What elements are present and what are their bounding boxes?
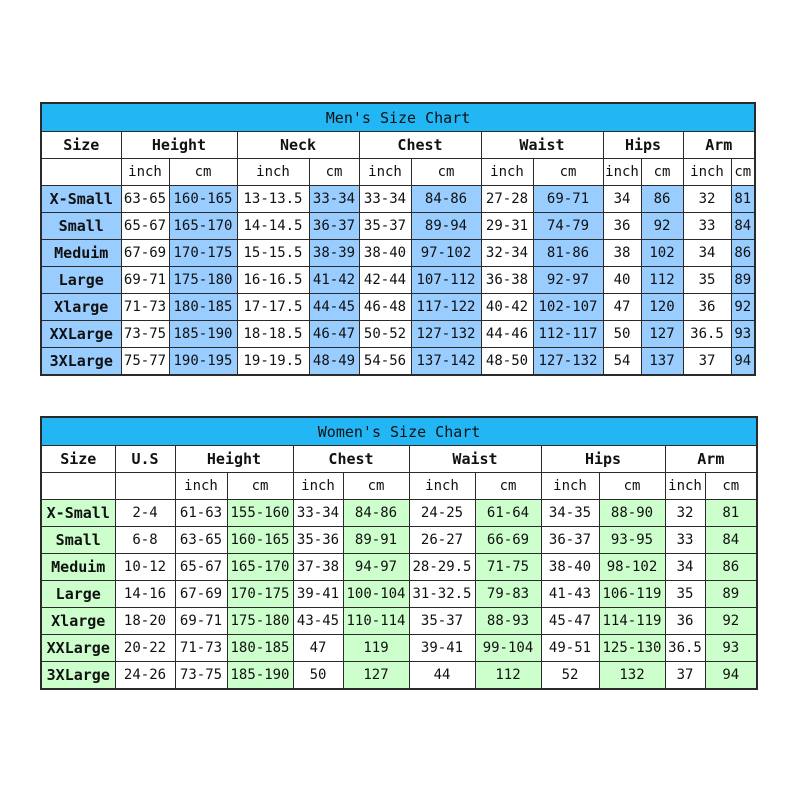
- cm-value: 99-104: [475, 635, 541, 662]
- header-size: Size: [41, 446, 115, 473]
- inch-value: 49-51: [541, 635, 599, 662]
- cm-value: 137: [641, 348, 683, 376]
- cm-value: 98-102: [599, 554, 665, 581]
- size-label: Large: [41, 581, 115, 608]
- cm-value: 48-49: [309, 348, 359, 376]
- inch-value: 19-19.5: [237, 348, 309, 376]
- header-arm: Arm: [683, 132, 755, 159]
- inch-value: 31-32.5: [409, 581, 475, 608]
- inch-value: 69-71: [121, 267, 169, 294]
- inch-value: 38: [603, 240, 641, 267]
- inch-value: 65-67: [121, 213, 169, 240]
- unit-inch: inch: [665, 473, 705, 500]
- header-arm: Arm: [665, 446, 757, 473]
- inch-value: 35-37: [359, 213, 411, 240]
- inch-value: 34: [603, 186, 641, 213]
- cm-value: 89-91: [343, 527, 409, 554]
- inch-value: 65-67: [175, 554, 227, 581]
- inch-value: 32: [665, 500, 705, 527]
- inch-value: 50: [293, 662, 343, 690]
- cm-value: 84: [731, 213, 755, 240]
- inch-value: 37: [683, 348, 731, 376]
- inch-value: 35: [665, 581, 705, 608]
- cm-value: 112: [475, 662, 541, 690]
- header-size: Size: [41, 132, 121, 159]
- chart-title: Women's Size Chart: [41, 417, 757, 446]
- unit-cm: cm: [169, 159, 237, 186]
- unit-cm: cm: [411, 159, 481, 186]
- size-label: Meduim: [41, 554, 115, 581]
- size-label: 3XLarge: [41, 662, 115, 690]
- cm-value: 120: [641, 294, 683, 321]
- cm-value: 175-180: [227, 608, 293, 635]
- inch-value: 33: [683, 213, 731, 240]
- cm-value: 112-117: [533, 321, 603, 348]
- inch-value: 33-34: [293, 500, 343, 527]
- inch-value: 63-65: [121, 186, 169, 213]
- cm-value: 180-185: [169, 294, 237, 321]
- us-size-value: 20-22: [115, 635, 175, 662]
- chart-title: Men's Size Chart: [41, 103, 755, 132]
- cm-value: 155-160: [227, 500, 293, 527]
- inch-value: 26-27: [409, 527, 475, 554]
- unit-inch: inch: [481, 159, 533, 186]
- table-row: [41, 527, 757, 554]
- unit-blank: [41, 473, 115, 500]
- inch-value: 44-46: [481, 321, 533, 348]
- womens-size-rows: [41, 500, 757, 690]
- header-neck: Neck: [237, 132, 359, 159]
- inch-value: 71-73: [175, 635, 227, 662]
- cm-value: 160-165: [169, 186, 237, 213]
- unit-cm: cm: [475, 473, 541, 500]
- unit-inch: inch: [683, 159, 731, 186]
- unit-inch: inch: [603, 159, 641, 186]
- cm-value: 71-75: [475, 554, 541, 581]
- inch-value: 47: [293, 635, 343, 662]
- inch-value: 37-38: [293, 554, 343, 581]
- inch-value: 17-17.5: [237, 294, 309, 321]
- cm-value: 69-71: [533, 186, 603, 213]
- size-label: Small: [41, 527, 115, 554]
- us-size-value: 6-8: [115, 527, 175, 554]
- cm-value: 180-185: [227, 635, 293, 662]
- cm-value: 93: [731, 321, 755, 348]
- cm-value: 190-195: [169, 348, 237, 376]
- size-label: Xlarge: [41, 294, 121, 321]
- unit-inch: inch: [121, 159, 169, 186]
- cm-value: 79-83: [475, 581, 541, 608]
- inch-value: 32: [683, 186, 731, 213]
- cm-value: 137-142: [411, 348, 481, 376]
- table-row: [41, 186, 755, 213]
- cm-value: 38-39: [309, 240, 359, 267]
- unit-inch: inch: [359, 159, 411, 186]
- inch-value: 33-34: [359, 186, 411, 213]
- cm-value: 44-45: [309, 294, 359, 321]
- inch-value: 40-42: [481, 294, 533, 321]
- cm-value: 94-97: [343, 554, 409, 581]
- inch-value: 47: [603, 294, 641, 321]
- header-height: Height: [121, 132, 237, 159]
- cm-value: 84: [705, 527, 757, 554]
- header-hips: Hips: [603, 132, 683, 159]
- mens-size-chart: [40, 102, 756, 376]
- inch-value: 43-45: [293, 608, 343, 635]
- unit-inch: inch: [237, 159, 309, 186]
- us-size-value: 10-12: [115, 554, 175, 581]
- cm-value: 89: [705, 581, 757, 608]
- table-row: [41, 635, 757, 662]
- cm-value: 84-86: [411, 186, 481, 213]
- header-us: U.S: [115, 446, 175, 473]
- header-chest: Chest: [359, 132, 481, 159]
- unit-cm: cm: [705, 473, 757, 500]
- cm-value: 81-86: [533, 240, 603, 267]
- cm-value: 86: [705, 554, 757, 581]
- cm-value: 114-119: [599, 608, 665, 635]
- unit-blank: [115, 473, 175, 500]
- header-waist: Waist: [409, 446, 541, 473]
- us-size-value: 18-20: [115, 608, 175, 635]
- table-row: [41, 348, 755, 376]
- inch-value: 69-71: [175, 608, 227, 635]
- inch-value: 36.5: [683, 321, 731, 348]
- cm-value: 165-170: [169, 213, 237, 240]
- unit-cm: cm: [599, 473, 665, 500]
- cm-value: 61-64: [475, 500, 541, 527]
- inch-value: 27-28: [481, 186, 533, 213]
- size-label: Meduim: [41, 240, 121, 267]
- inch-value: 61-63: [175, 500, 227, 527]
- table-row: [41, 294, 755, 321]
- cm-value: 36-37: [309, 213, 359, 240]
- cm-value: 107-112: [411, 267, 481, 294]
- cm-value: 81: [705, 500, 757, 527]
- cm-value: 127: [343, 662, 409, 690]
- inch-value: 73-75: [121, 321, 169, 348]
- cm-value: 127: [641, 321, 683, 348]
- cm-value: 127-132: [411, 321, 481, 348]
- cm-value: 100-104: [343, 581, 409, 608]
- inch-value: 67-69: [121, 240, 169, 267]
- inch-value: 36.5: [665, 635, 705, 662]
- unit-inch: inch: [409, 473, 475, 500]
- cm-value: 86: [641, 186, 683, 213]
- cm-value: 102: [641, 240, 683, 267]
- inch-value: 14-14.5: [237, 213, 309, 240]
- cm-value: 127-132: [533, 348, 603, 376]
- cm-value: 84-86: [343, 500, 409, 527]
- inch-value: 48-50: [481, 348, 533, 376]
- cm-value: 185-190: [169, 321, 237, 348]
- unit-cm: cm: [227, 473, 293, 500]
- inch-value: 54: [603, 348, 641, 376]
- table-row: [41, 321, 755, 348]
- inch-value: 44: [409, 662, 475, 690]
- cm-value: 92: [705, 608, 757, 635]
- inch-value: 34: [683, 240, 731, 267]
- unit-inch: inch: [175, 473, 227, 500]
- cm-value: 112: [641, 267, 683, 294]
- cm-value: 165-170: [227, 554, 293, 581]
- unit-cm: cm: [641, 159, 683, 186]
- inch-value: 50: [603, 321, 641, 348]
- size-label: XXLarge: [41, 635, 115, 662]
- inch-value: 73-75: [175, 662, 227, 690]
- inch-value: 36-38: [481, 267, 533, 294]
- unit-cm: cm: [533, 159, 603, 186]
- inch-value: 42-44: [359, 267, 411, 294]
- cm-value: 93-95: [599, 527, 665, 554]
- size-label: XXLarge: [41, 321, 121, 348]
- cm-value: 81: [731, 186, 755, 213]
- table-row: [41, 240, 755, 267]
- table-row: [41, 500, 757, 527]
- cm-value: 89-94: [411, 213, 481, 240]
- size-label: Xlarge: [41, 608, 115, 635]
- mens-size-rows: [41, 186, 755, 376]
- cm-value: 86: [731, 240, 755, 267]
- cm-value: 125-130: [599, 635, 665, 662]
- cm-value: 110-114: [343, 608, 409, 635]
- table-row: [41, 662, 757, 690]
- inch-value: 24-25: [409, 500, 475, 527]
- inch-value: 36: [665, 608, 705, 635]
- size-label: 3XLarge: [41, 348, 121, 376]
- inch-value: 15-15.5: [237, 240, 309, 267]
- cm-value: 66-69: [475, 527, 541, 554]
- inch-value: 16-16.5: [237, 267, 309, 294]
- cm-value: 92: [641, 213, 683, 240]
- unit-cm: cm: [731, 159, 755, 186]
- unit-cm: cm: [309, 159, 359, 186]
- inch-value: 13-13.5: [237, 186, 309, 213]
- inch-value: 38-40: [359, 240, 411, 267]
- cm-value: 170-175: [169, 240, 237, 267]
- inch-value: 45-47: [541, 608, 599, 635]
- unit-blank: [41, 159, 121, 186]
- inch-value: 39-41: [293, 581, 343, 608]
- cm-value: 41-42: [309, 267, 359, 294]
- cm-value: 33-34: [309, 186, 359, 213]
- inch-value: 34: [665, 554, 705, 581]
- inch-value: 35-36: [293, 527, 343, 554]
- inch-value: 39-41: [409, 635, 475, 662]
- cm-value: 93: [705, 635, 757, 662]
- cm-value: 97-102: [411, 240, 481, 267]
- us-size-value: 2-4: [115, 500, 175, 527]
- inch-value: 36: [683, 294, 731, 321]
- cm-value: 88-93: [475, 608, 541, 635]
- cm-value: 94: [705, 662, 757, 690]
- cm-value: 119: [343, 635, 409, 662]
- inch-value: 18-18.5: [237, 321, 309, 348]
- size-label: Small: [41, 213, 121, 240]
- inch-value: 75-77: [121, 348, 169, 376]
- size-label: Large: [41, 267, 121, 294]
- inch-value: 28-29.5: [409, 554, 475, 581]
- header-hips: Hips: [541, 446, 665, 473]
- cm-value: 160-165: [227, 527, 293, 554]
- cm-value: 117-122: [411, 294, 481, 321]
- unit-cm: cm: [343, 473, 409, 500]
- cm-value: 102-107: [533, 294, 603, 321]
- cm-value: 185-190: [227, 662, 293, 690]
- inch-value: 32-34: [481, 240, 533, 267]
- inch-value: 38-40: [541, 554, 599, 581]
- cm-value: 92: [731, 294, 755, 321]
- cm-value: 74-79: [533, 213, 603, 240]
- table-row: [41, 554, 757, 581]
- inch-value: 40: [603, 267, 641, 294]
- inch-value: 36-37: [541, 527, 599, 554]
- table-row: [41, 213, 755, 240]
- size-label: X-Small: [41, 186, 121, 213]
- inch-value: 46-48: [359, 294, 411, 321]
- inch-value: 41-43: [541, 581, 599, 608]
- cm-value: 175-180: [169, 267, 237, 294]
- table-row: [41, 608, 757, 635]
- us-size-value: 24-26: [115, 662, 175, 690]
- inch-value: 54-56: [359, 348, 411, 376]
- cm-value: 94: [731, 348, 755, 376]
- unit-inch: inch: [541, 473, 599, 500]
- inch-value: 29-31: [481, 213, 533, 240]
- inch-value: 34-35: [541, 500, 599, 527]
- unit-inch: inch: [293, 473, 343, 500]
- cm-value: 46-47: [309, 321, 359, 348]
- cm-value: 89: [731, 267, 755, 294]
- inch-value: 63-65: [175, 527, 227, 554]
- inch-value: 33: [665, 527, 705, 554]
- cm-value: 132: [599, 662, 665, 690]
- table-row: [41, 581, 757, 608]
- header-chest: Chest: [293, 446, 409, 473]
- header-waist: Waist: [481, 132, 603, 159]
- inch-value: 67-69: [175, 581, 227, 608]
- inch-value: 35: [683, 267, 731, 294]
- cm-value: 92-97: [533, 267, 603, 294]
- size-label: X-Small: [41, 500, 115, 527]
- inch-value: 52: [541, 662, 599, 690]
- cm-value: 106-119: [599, 581, 665, 608]
- cm-value: 170-175: [227, 581, 293, 608]
- cm-value: 88-90: [599, 500, 665, 527]
- womens-size-chart: [40, 416, 758, 690]
- inch-value: 36: [603, 213, 641, 240]
- header-height: Height: [175, 446, 293, 473]
- inch-value: 71-73: [121, 294, 169, 321]
- inch-value: 35-37: [409, 608, 475, 635]
- table-row: [41, 267, 755, 294]
- us-size-value: 14-16: [115, 581, 175, 608]
- inch-value: 37: [665, 662, 705, 690]
- inch-value: 50-52: [359, 321, 411, 348]
